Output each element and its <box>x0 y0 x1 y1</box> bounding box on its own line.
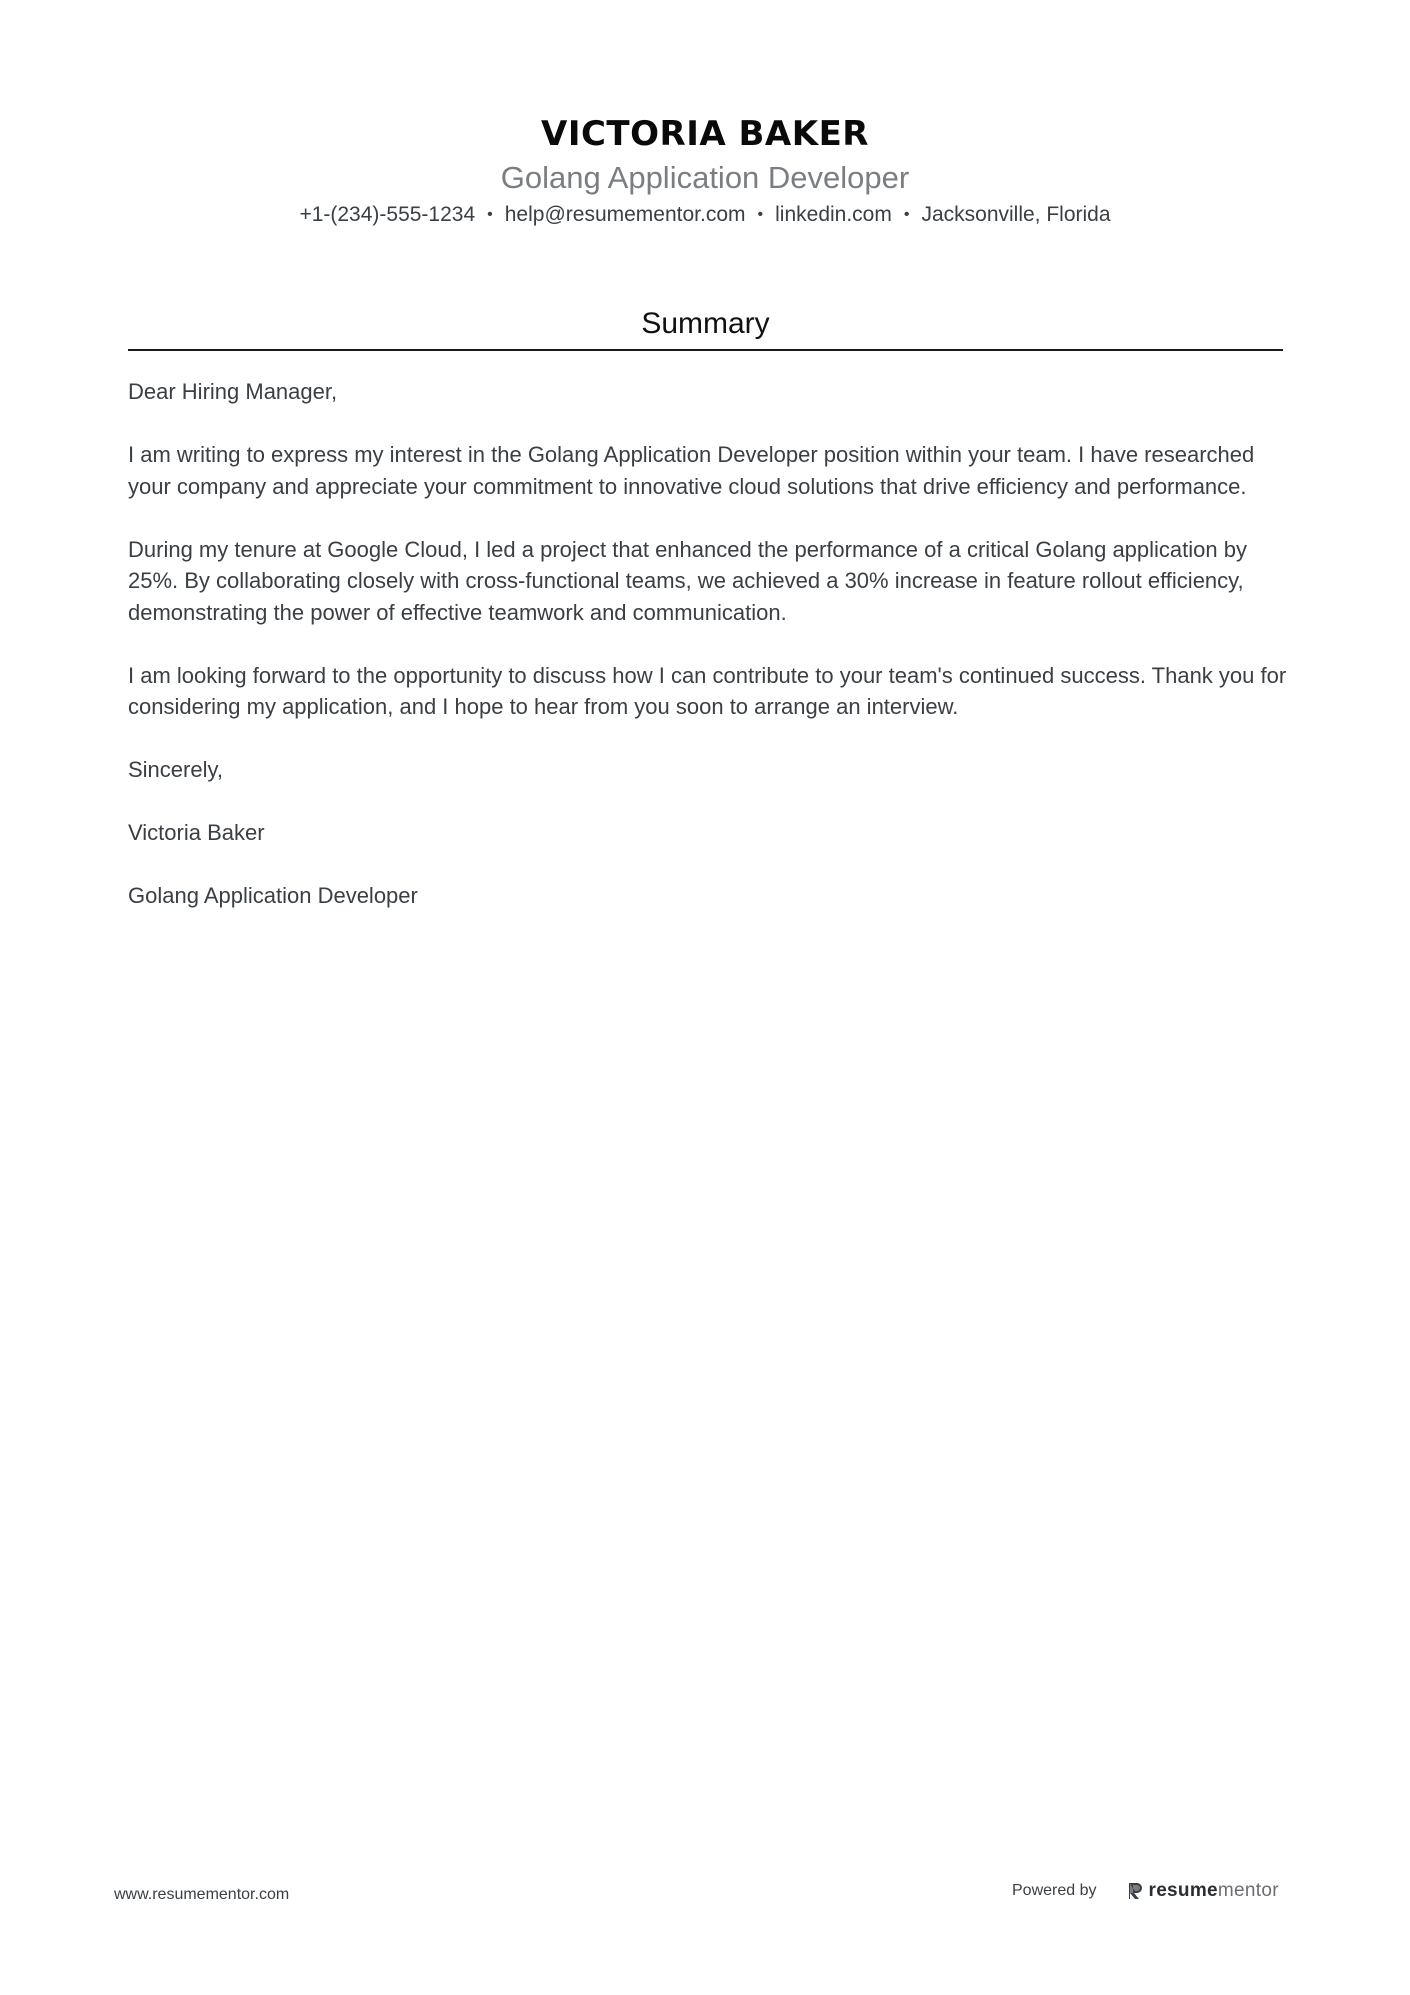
signature-title: Golang Application Developer <box>128 883 418 908</box>
powered-by-label: Powered by <box>1012 1882 1097 1899</box>
separator-dot: • <box>903 206 910 223</box>
section-divider <box>128 349 1283 351</box>
letter-header <box>0 112 1410 230</box>
signature-name: Victoria Baker <box>128 820 265 845</box>
footer-branding <box>1012 1880 1279 1902</box>
applicant-name: VICTORIA BAKER <box>541 114 869 154</box>
letter-paragraph: I am writing to express my interest in the Golang Application Developer position within your team. I have researched your company and appreciate your commitment to innovative cloud solutions that drive efficiency and performance. <box>128 442 1255 499</box>
applicant-title: Golang Application Developer <box>500 160 910 195</box>
footer-website: www.resumementor.com <box>114 1886 290 1903</box>
section-title: Summary <box>641 307 770 340</box>
separator-dot: • <box>757 206 764 223</box>
salutation: Dear Hiring Manager, <box>128 379 338 404</box>
contact-linkedin: linkedin.com <box>775 203 892 226</box>
letter-body <box>128 376 1288 943</box>
brand-logo-lockup <box>1127 1880 1279 1902</box>
resumementor-logo-icon <box>1127 1881 1143 1901</box>
contact-email: help@resumementor.com <box>504 203 746 226</box>
closing: Sincerely, <box>128 757 223 782</box>
contact-line <box>0 200 1410 230</box>
brand-name: resumementor <box>1148 1880 1279 1901</box>
separator-dot: • <box>487 206 493 223</box>
contact-location: Jacksonville, Florida <box>921 203 1111 226</box>
letter-paragraph: I am looking forward to the opportunity to discuss how I can contribute to your team's continued success. Thank you for considering my application, and I hope to hear from you soon to arrange an interview. <box>128 662 1287 719</box>
letter-paragraph: During my tenure at Google Cloud, I led a project that enhanced the performance of a critical Golang application by 25%. By collaborating closely with cross-functional teams, we achieved a 30% increase in feature rollout efficiency, demonstrating the power of effective teamwork and communication. <box>128 536 1247 625</box>
contact-phone: +1-(234)-555-1234 <box>299 203 476 226</box>
